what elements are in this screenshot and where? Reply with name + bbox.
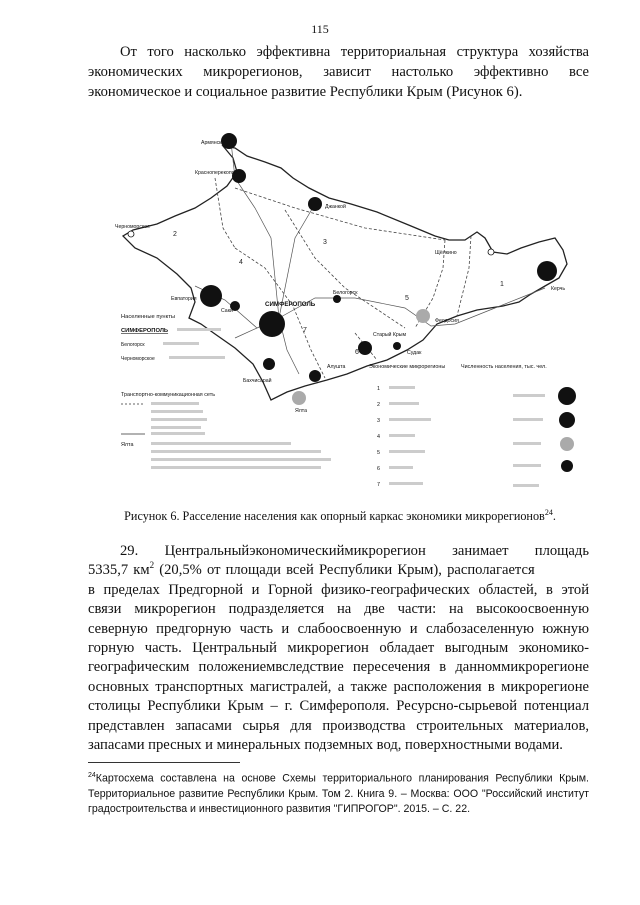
footnote-line-1 — [88, 768, 589, 787]
region-number-5: 5 — [405, 295, 409, 302]
intro-paragraph — [88, 42, 589, 102]
footnote-separator — [88, 762, 240, 763]
transport-desc-4 — [151, 426, 201, 429]
city-label-krasnoperekopsk: Красноперекопск — [195, 170, 237, 176]
micro-legend-number-3: 3 — [377, 418, 380, 424]
population-range-4 — [513, 464, 541, 467]
micro-legend-number-5: 5 — [377, 450, 380, 456]
population-range-2 — [513, 418, 543, 421]
city-marker-sudak — [358, 341, 372, 355]
micro-legend-desc-4 — [389, 434, 415, 437]
city-marker-shchyolkino — [488, 249, 494, 255]
city-label-dzhankoy: Джанкой — [325, 204, 346, 210]
micro-legend-number-2: 2 — [377, 402, 380, 408]
crimea-coastline — [123, 146, 567, 400]
city-marker-yalta — [292, 391, 306, 405]
paragraph-29-line-2 — [88, 561, 589, 580]
paragraph-29-area-word: площадь — [534, 543, 589, 559]
transport-network — [195, 142, 545, 374]
figure-caption-footnote-ref: 24 — [544, 508, 553, 517]
paragraph-29-subject: Центральныйэкономическиймикрорегион — [164, 543, 426, 559]
region-number-7: 7 — [303, 327, 307, 334]
city-marker-chernomorskoe — [128, 231, 134, 237]
paragraph-29-line-4: связи микрорегион подразделяется на две части: на высокоосвоенную — [88, 601, 589, 618]
transport-desc-6 — [151, 442, 291, 445]
city-label-chernomorskoe: Черноморское — [115, 224, 151, 230]
micro-legend-desc-3 — [389, 418, 431, 421]
micro-legend-number-4: 4 — [377, 434, 380, 440]
paragraph-29-line-5: северную предгорную часть и слабоосвоенную и слабозаселенную южную — [88, 620, 589, 637]
footnote-line-3: градостроительства и инвестиционного развития "ГИПРОГОР". 2015. – С. 22. — [88, 802, 471, 815]
settlement-sample-town-desc — [163, 342, 199, 345]
region-number-6: 6 — [355, 349, 359, 356]
city-marker-simferopol — [259, 311, 285, 337]
paragraph-29-number: 29. — [120, 543, 139, 559]
footnote-line-2: Территориальное развитие Республики Крым. Том 2. Книга 9. – Москва: ООО "Российский институт — [88, 787, 589, 800]
micro-legend-number-7: 7 — [377, 482, 380, 488]
micro-legend-desc-6 — [389, 466, 413, 469]
micro-legend-desc-5 — [389, 450, 425, 453]
settlement-sample-village: Черноморское — [121, 356, 155, 362]
crimea-map-figure — [115, 128, 585, 498]
city-label-staryy-krym: Старый Крым — [373, 332, 407, 338]
footnote — [88, 768, 589, 817]
city-label-kerch: Керчь — [551, 286, 566, 292]
city-marker-evpatoriya — [200, 285, 222, 307]
paragraph-29-line-8: основных транспортных магистралей, а также расположения в микрорегионе — [88, 678, 589, 695]
paragraph-29-line-1 — [88, 542, 589, 561]
city-marker-staryy-krym — [393, 342, 401, 350]
figure-caption — [95, 508, 585, 524]
settlement-sample-capital: СИМФЕРОПОЛЬ — [121, 328, 169, 334]
population-legend — [461, 364, 576, 487]
paragraph-29-area-rest: (20,5% от площади всей Республики Крым), располагается — [154, 562, 535, 579]
population-legend-title: Численность населения, тыс. чел. — [461, 364, 547, 370]
transport-sample-label: Ялта — [121, 442, 134, 448]
city-marker-kerch — [537, 261, 557, 281]
city-label-simferopol: СИМФЕРОПОЛЬ — [265, 301, 316, 308]
city-marker-dzhankoy — [308, 197, 322, 211]
settlement-sample-capital-desc — [177, 328, 221, 331]
figure-caption-tail: . — [552, 509, 556, 524]
population-range-1 — [513, 394, 545, 397]
paragraph-29-line-3: в пределах Предгорной и Горной физико-географических областей, в этой — [88, 581, 589, 598]
micro-legend-number-1: 1 — [377, 386, 380, 392]
city-label-belogorsk: Белогорск — [333, 290, 358, 296]
city-label-feodosiya: Феодосия — [435, 318, 459, 324]
transport-desc-3 — [151, 418, 207, 421]
region-number-2: 2 — [173, 231, 177, 238]
city-label-evpatoriya: Евпатория — [171, 296, 197, 302]
settlements-legend-title: Населенные пункты — [121, 314, 176, 320]
city-marker-bakhchisaray — [263, 358, 275, 370]
paragraph-29 — [88, 542, 589, 755]
city-label-shchyolkino: Щёлкино — [435, 250, 457, 256]
transport-desc-9 — [151, 466, 321, 469]
transport-desc-8 — [151, 458, 331, 461]
micro-legend-number-6: 6 — [377, 466, 380, 472]
city-label-armyansk: Армянск — [201, 140, 222, 146]
transport-desc-1 — [151, 402, 199, 405]
crimea-map — [115, 128, 585, 498]
footnote-line-1-text: Картосхема составлена на основе Схемы территориального планирования Республики Крым. — [95, 772, 589, 785]
paragraph-29-line-7: географическим положениемвследствие пересечения в данноммикрорегионе — [88, 659, 589, 676]
city-label-yalta: Ялта — [295, 408, 307, 414]
micro-legend-desc-7 — [389, 482, 423, 485]
paragraph-29-line-6: горную часть. Центральный микрорегион обладает выгодным экономико- — [88, 640, 589, 657]
micro-legend-desc-2 — [389, 402, 419, 405]
region-number-3: 3 — [323, 239, 327, 246]
region-number-4: 4 — [239, 259, 243, 266]
city-marker-alushta — [309, 370, 321, 382]
paragraph-29-verb: занимает — [452, 543, 509, 559]
intro-line-1: От того насколько эффективна территориальная структура хозяйства — [120, 44, 589, 60]
intro-line-3: экономическое и социальное развитие Республики Крым (Рисунок 6). — [88, 84, 523, 100]
paragraph-29-line-9: столицы Республики Крым – г. Симферополя. Ресурсно-сырьевой потенциал — [88, 698, 589, 715]
page-number: 115 — [311, 22, 329, 36]
micro-legend-desc-1 — [389, 386, 415, 389]
city-marker-belogorsk — [333, 295, 341, 303]
city-label-alushta: Алушта — [327, 364, 346, 370]
paragraph-29-line-11: запасами пресных и минеральных подземных вод, поверхностными водами. — [88, 737, 563, 754]
settlement-sample-village-desc — [169, 356, 225, 359]
transport-desc-2 — [151, 410, 203, 413]
city-label-saki: Саки — [221, 308, 233, 314]
paragraph-29-area-unit-sup: 2 — [149, 561, 155, 571]
region-number-1: 1 — [500, 281, 504, 288]
transport-desc-7 — [151, 450, 321, 453]
intro-line-2: экономических микрорегионов, зависит настолько эффективно все — [88, 64, 589, 80]
city-marker-feodosiya — [416, 309, 430, 323]
settlement-sample-town: Белогорск — [121, 342, 145, 348]
population-symbol-3 — [560, 437, 574, 451]
city-marker-armyansk — [221, 133, 237, 149]
city-label-bakhchisaray: Бахчисарай — [243, 378, 272, 384]
city-label-sudak: Судак — [407, 350, 422, 356]
figure-caption-text: Рисунок 6. Расселение населения как опорный каркас экономики микрорегионов — [124, 509, 545, 524]
settlements-legend — [121, 314, 225, 362]
microregions-legend-title: Экономические микрорегионы — [369, 364, 446, 370]
transport-legend-title: Транспортно-коммуникационная сеть — [121, 392, 215, 398]
population-symbol-1 — [558, 387, 576, 405]
population-symbol-2 — [559, 412, 575, 428]
population-symbol-4 — [561, 460, 573, 472]
transport-desc-5 — [151, 432, 205, 435]
paragraph-29-line-10: представлен запасами сырья для производства строительных материалов, — [88, 717, 589, 734]
footnote-ref-number: 24 — [88, 772, 96, 779]
population-range-5 — [513, 484, 539, 487]
microregions-legend — [369, 364, 445, 488]
paragraph-29-area-value: 5335,7 км — [88, 562, 150, 579]
population-range-3 — [513, 442, 541, 445]
